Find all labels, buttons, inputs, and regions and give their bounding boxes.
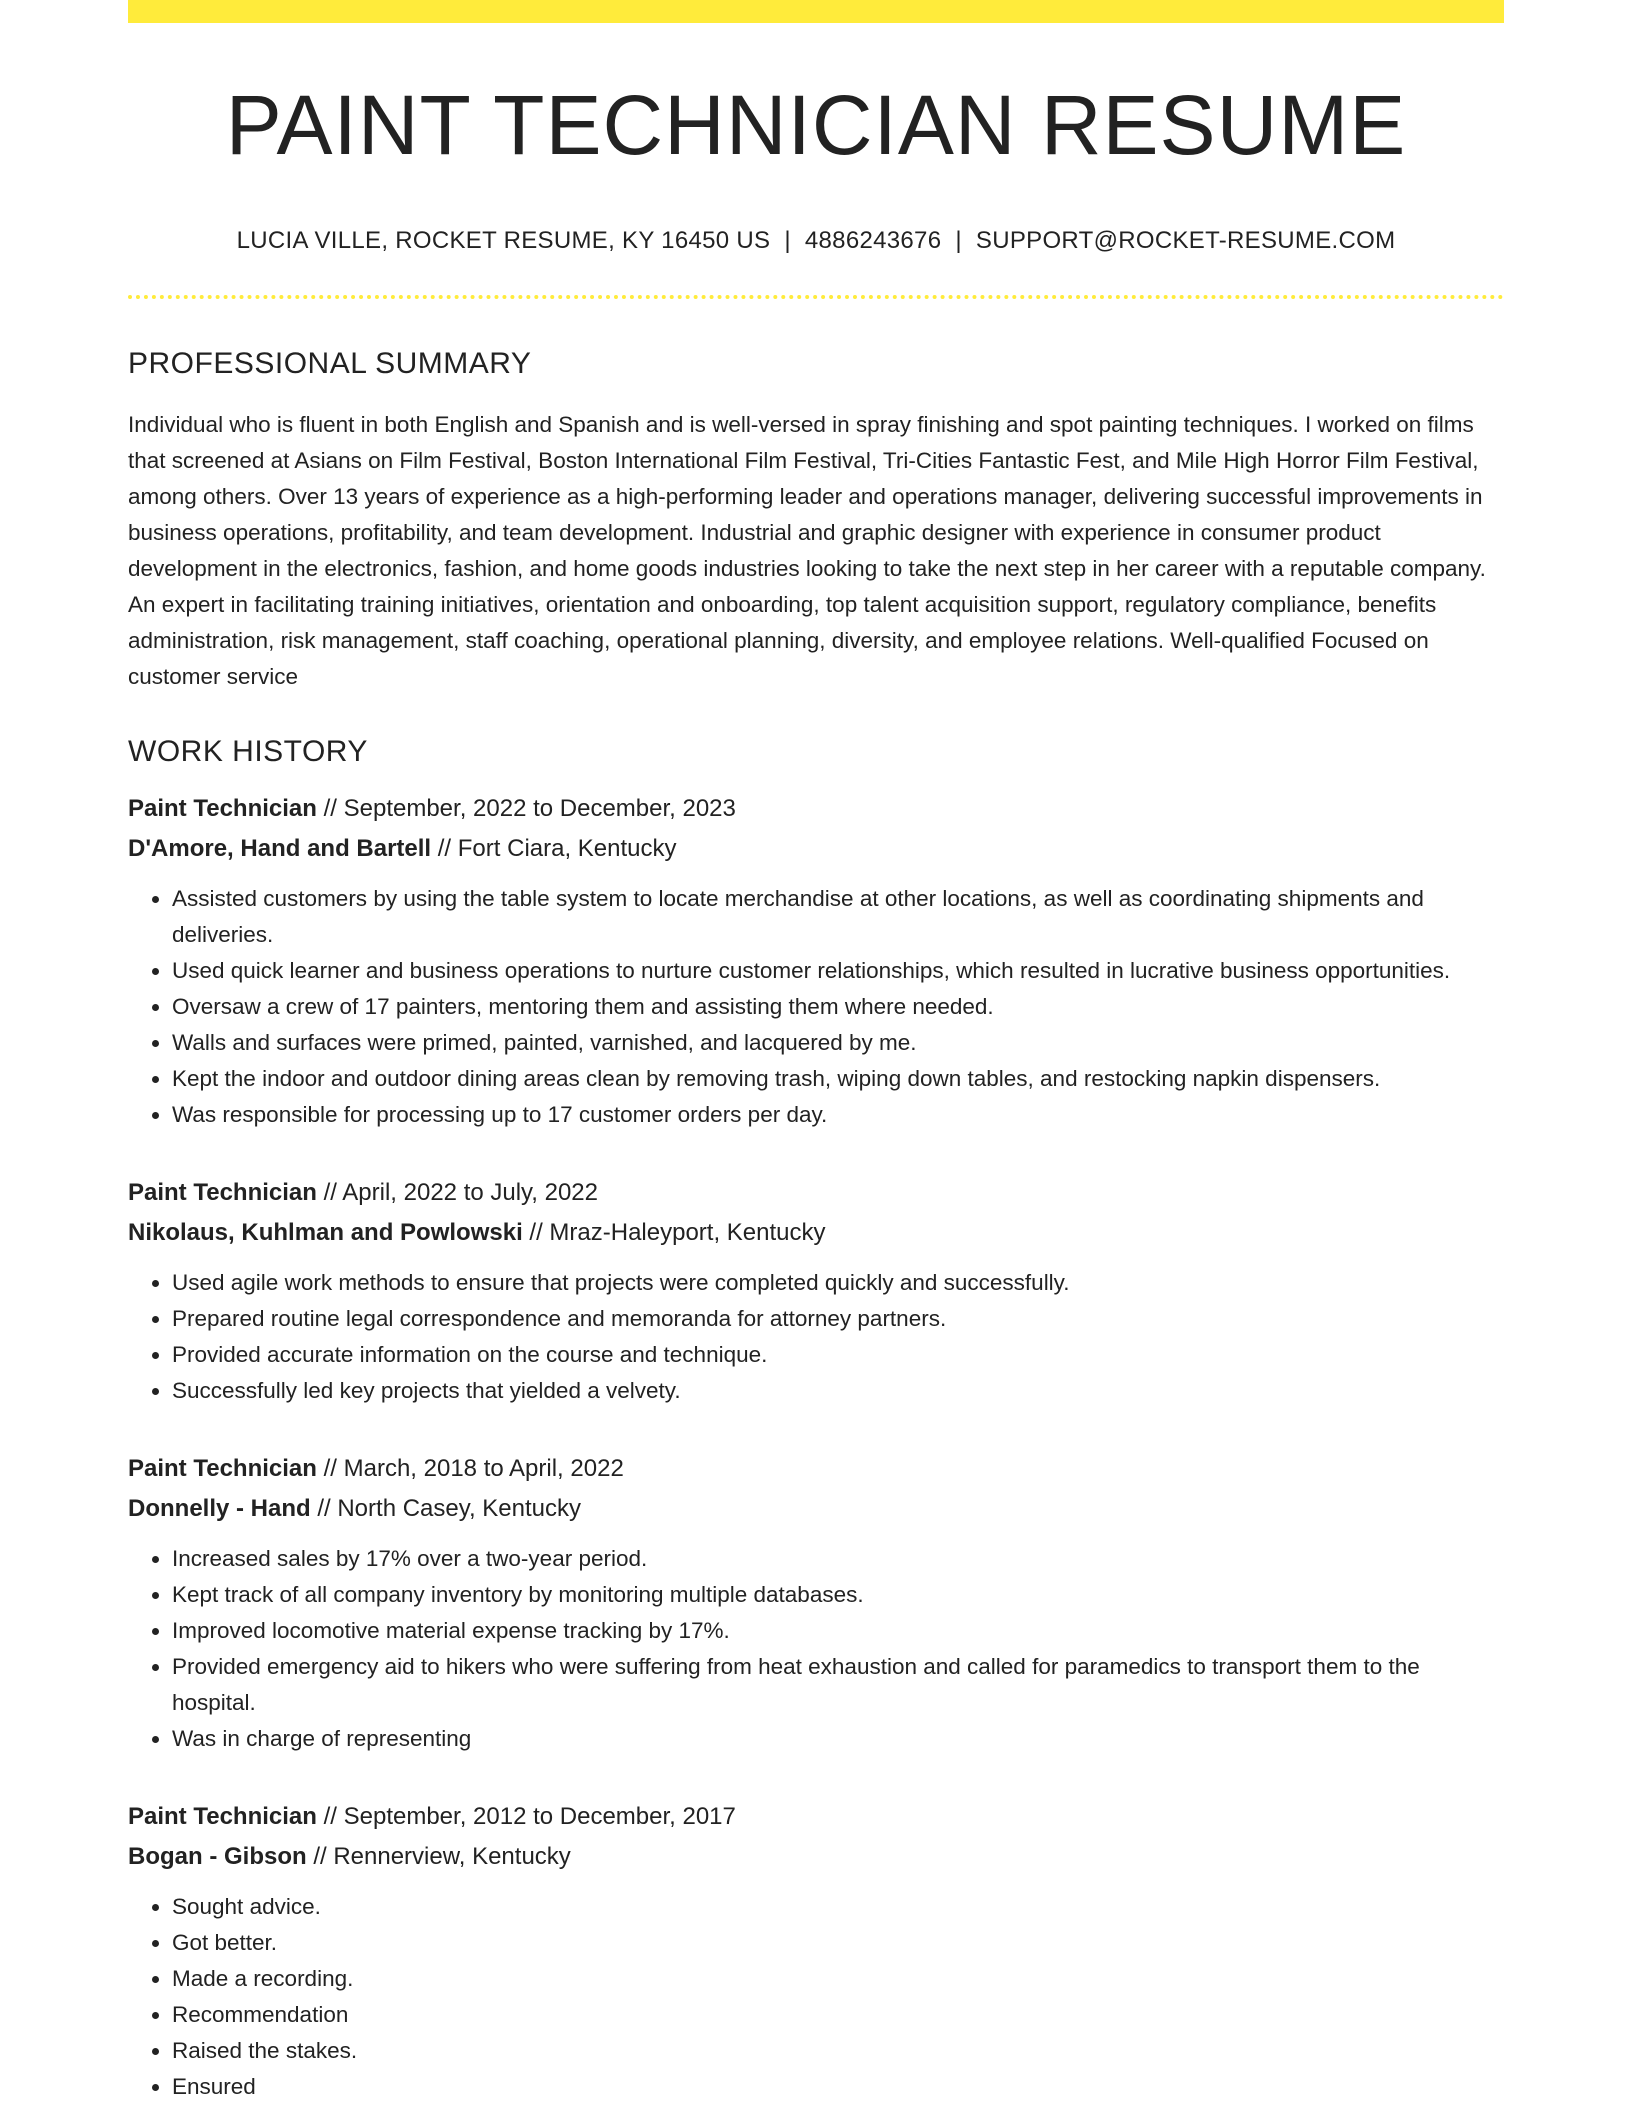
- job-bullets: [128, 881, 1504, 1133]
- job-bullet: • Walls and surfaces were primed, painted, varnished, and lacquered by me.: [172, 1025, 1504, 1061]
- job-bullet: • Was in charge of representing: [172, 1721, 1504, 1757]
- job-title: Paint Technician: [128, 1803, 317, 1830]
- job-entry: [128, 1449, 1504, 1757]
- resume-title: PAINT TECHNICIAN RESUME: [225, 78, 1407, 172]
- job-bullet: • Increased sales by 17% over a two-year period.: [172, 1541, 1504, 1577]
- work-history-heading: WORK HISTORY: [128, 735, 368, 768]
- job-title-line: [128, 1173, 1504, 1213]
- summary-text: Individual who is fluent in both English and Spanish and is well-versed in spray finishing and spot painting techniques. I worked on films that screened at Asians on Film Festival, Boston International Film Festival, Tri-Cities Fantastic Fest, and Mile High Horror Film Festival, among others. Over 13 years of experience as a high-performing leader and operations manager, delivering successful improvements in business operations, profitability, and team development. Industrial and graphic designer with experience in consumer product development in the electronics, fashion, and home goods industries looking to take the next step in her career with a reputable company. An expert in facilitating training initiatives, orientation and onboarding, top talent acquisition support, regulatory compliance, benefits administration, risk management, staff coaching, operational planning, diversity, and employee relations. Well-qualified Focused on customer service: [128, 412, 1486, 689]
- job-bullet: • Raised the stakes.: [172, 2033, 1504, 2069]
- job-company: D'Amore, Hand and Bartell: [128, 835, 432, 862]
- job-entry: [128, 789, 1504, 1133]
- contact-address: LUCIA VILLE, ROCKET RESUME, KY 16450 US: [236, 227, 771, 254]
- work-history-list: [128, 789, 1504, 2105]
- job-dates: // September, 2012 to December, 2017: [323, 1803, 736, 1830]
- job-company: Nikolaus, Kuhlman and Powlowski: [128, 1219, 523, 1246]
- job-location: // Fort Ciara, Kentucky: [437, 835, 677, 862]
- job-bullet: • Successfully led key projects that yielded a velvety.: [172, 1373, 1504, 1409]
- job-company-line: [128, 1213, 1504, 1253]
- contact-separator: |: [784, 227, 791, 254]
- job-title-line: [128, 1797, 1504, 1837]
- summary-heading: PROFESSIONAL SUMMARY: [128, 347, 532, 380]
- job-company-line: [128, 829, 1504, 869]
- job-bullets: [128, 1265, 1504, 1409]
- contact-email: SUPPORT@ROCKET-RESUME.COM: [975, 227, 1396, 254]
- contact-line: [128, 227, 1504, 255]
- job-dates: // April, 2022 to July, 2022: [323, 1179, 599, 1206]
- job-dates: // March, 2018 to April, 2022: [323, 1455, 624, 1482]
- job-bullet: • Sought advice.: [172, 1889, 1504, 1925]
- job-bullet: • Was responsible for processing up to 17 customer orders per day.: [172, 1097, 1504, 1133]
- job-company-line: [128, 1837, 1504, 1877]
- job-bullet: • Recommendation: [172, 1997, 1504, 2033]
- job-bullet: • Improved locomotive material expense tracking by 17%.: [172, 1613, 1504, 1649]
- job-company-line: [128, 1489, 1504, 1529]
- job-location: // Mraz-Haleyport, Kentucky: [529, 1219, 826, 1246]
- job-bullet: • Assisted customers by using the table system to locate merchandise at other locations, as well as coordinating shipments and deliveries.: [172, 881, 1504, 953]
- job-title-line: [128, 789, 1504, 829]
- job-bullet: • Oversaw a crew of 17 painters, mentoring them and assisting them where needed.: [172, 989, 1504, 1025]
- job-company: Donnelly - Hand: [128, 1495, 311, 1522]
- job-company: Bogan - Gibson: [128, 1843, 307, 1870]
- job-title-line: [128, 1449, 1504, 1489]
- job-dates: // September, 2022 to December, 2023: [323, 795, 736, 822]
- job-title: Paint Technician: [128, 795, 317, 822]
- job-bullets: [128, 1541, 1504, 1757]
- job-title: Paint Technician: [128, 1179, 317, 1206]
- job-bullet: • Provided accurate information on the course and technique.: [172, 1337, 1504, 1373]
- job-bullet: • Made a recording.: [172, 1961, 1504, 1997]
- accent-bar: [128, 0, 1504, 23]
- job-location: // North Casey, Kentucky: [317, 1495, 582, 1522]
- job-bullet: • Got better.: [172, 1925, 1504, 1961]
- job-bullet: • Used quick learner and business operations to nurture customer relationships, which resulted in lucrative business opportunities.: [172, 953, 1504, 989]
- contact-separator: |: [955, 227, 962, 254]
- job-bullet: • Provided emergency aid to hikers who were suffering from heat exhaustion and called for paramedics to transport them to the hospital.: [172, 1649, 1504, 1721]
- job-location: // Rennerview, Kentucky: [313, 1843, 571, 1870]
- resume-page: [128, 0, 1504, 2105]
- job-title: Paint Technician: [128, 1455, 317, 1482]
- job-bullet: • Kept the indoor and outdoor dining areas clean by removing trash, wiping down tables, and restocking napkin dispensers.: [172, 1061, 1504, 1097]
- job-entry: [128, 1173, 1504, 1409]
- dotted-divider: [128, 295, 1504, 299]
- job-bullet: • Kept track of all company inventory by monitoring multiple databases.: [172, 1577, 1504, 1613]
- job-entry: [128, 1797, 1504, 2105]
- job-bullet: • Prepared routine legal correspondence and memoranda for attorney partners.: [172, 1301, 1504, 1337]
- job-bullets: [128, 1889, 1504, 2105]
- contact-phone: 4886243676: [804, 227, 942, 254]
- job-bullet: • Ensured: [172, 2069, 1504, 2105]
- job-bullet: • Used agile work methods to ensure that projects were completed quickly and successfully.: [172, 1265, 1504, 1301]
